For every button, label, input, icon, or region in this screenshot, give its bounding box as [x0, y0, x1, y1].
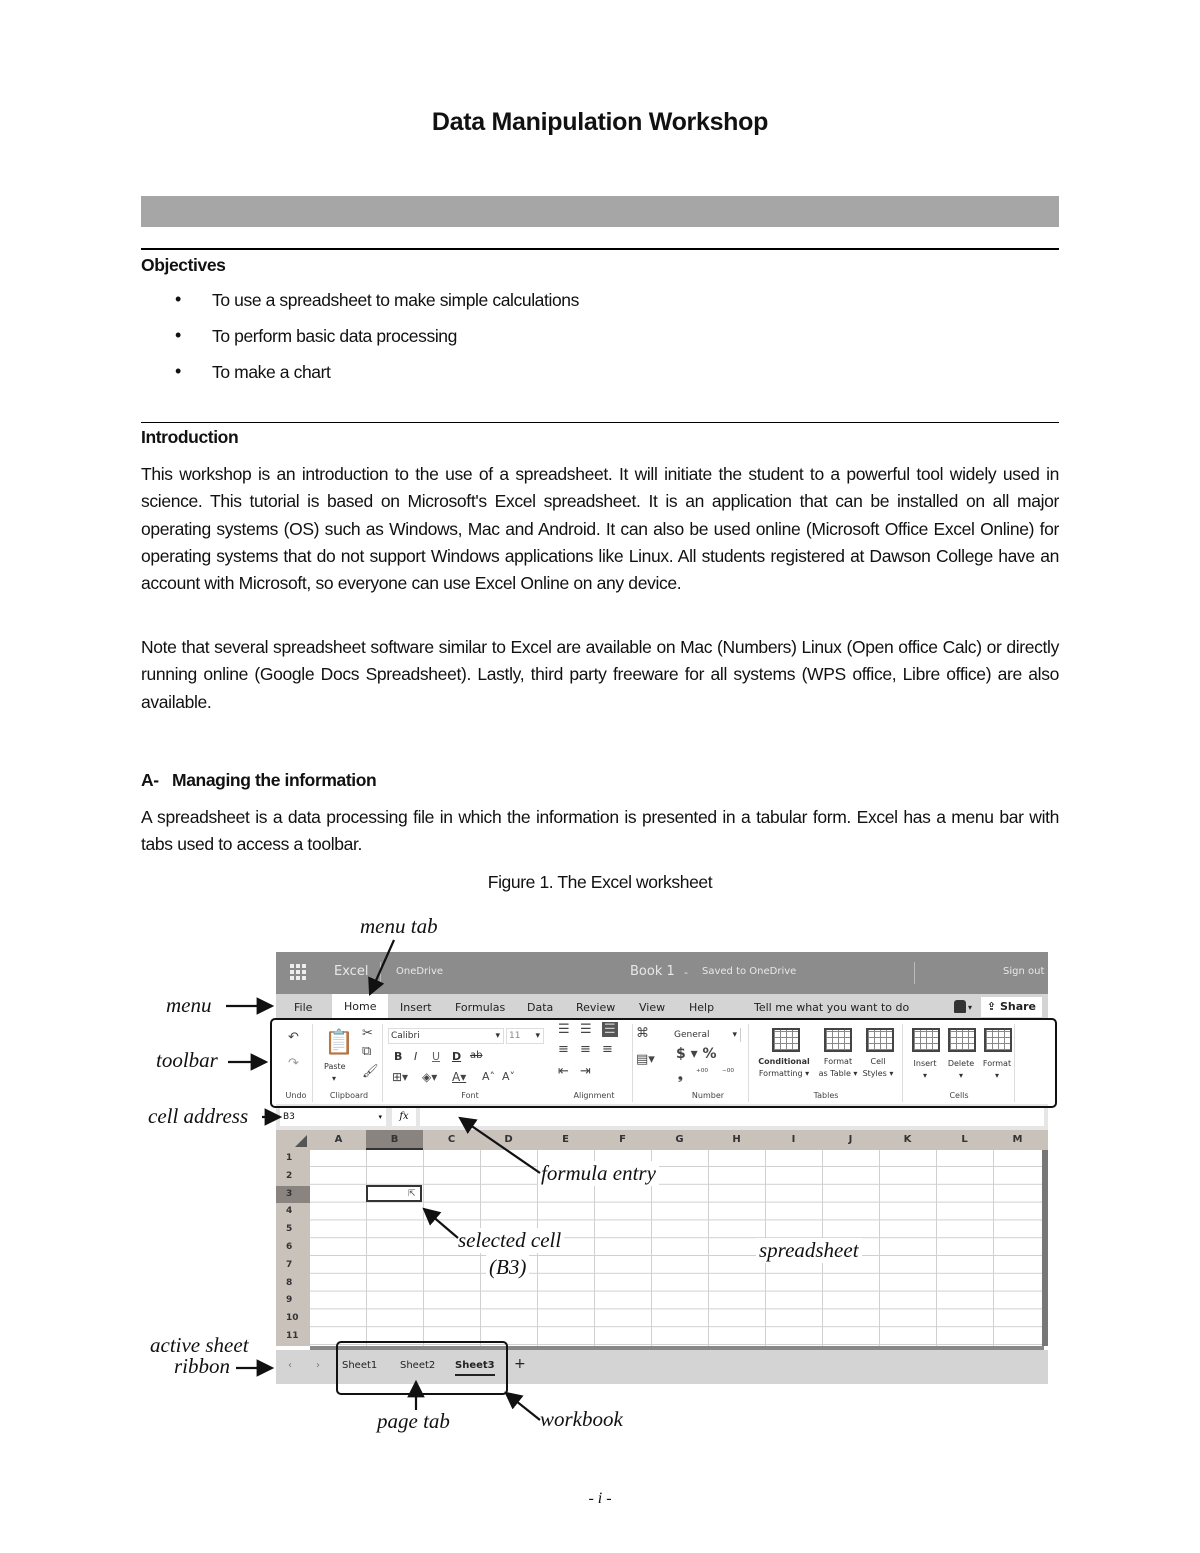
- column-header[interactable]: I: [791, 1134, 796, 1145]
- button-label: Cell: [870, 1057, 886, 1066]
- row-header[interactable]: 10: [286, 1313, 299, 1324]
- paste-icon[interactable]: 📋: [324, 1028, 354, 1056]
- comma-style-icon[interactable]: ❟: [678, 1068, 683, 1082]
- annotation-cell-address: cell address: [148, 1104, 249, 1128]
- group-label: Font: [461, 1091, 479, 1100]
- column-header[interactable]: A: [334, 1134, 343, 1145]
- row-header[interactable]: 11: [286, 1331, 299, 1341]
- next-sheet-button[interactable]: ›: [316, 1360, 320, 1371]
- previous-sheet-button[interactable]: ‹: [288, 1360, 292, 1371]
- undo-icon[interactable]: ↶: [288, 1030, 299, 1045]
- group-label: Alignment: [573, 1091, 615, 1100]
- button-label: Format: [982, 1059, 1012, 1068]
- chevron-down-icon: ▾: [535, 1031, 540, 1041]
- group-label: Tables: [813, 1091, 839, 1100]
- borders-icon[interactable]: ⊞▾: [392, 1070, 409, 1084]
- name-box[interactable]: [280, 1108, 386, 1126]
- annotation-selected-cell: selected cell: [455, 1228, 564, 1253]
- bold-button[interactable]: B: [394, 1050, 403, 1063]
- tab-review[interactable]: Review: [576, 1001, 616, 1014]
- page-number: - i -: [588, 1490, 612, 1507]
- sheet-tab-3-active[interactable]: Sheet3: [455, 1360, 495, 1376]
- chevron-down-icon: ▾: [495, 1031, 500, 1041]
- button-label: as Table ▾: [818, 1069, 858, 1078]
- annotation-page-tab: page tab: [377, 1409, 450, 1433]
- row-header[interactable]: 9: [286, 1295, 293, 1306]
- font-color-icon[interactable]: A▾: [452, 1070, 467, 1084]
- chevron-down-icon: ▾: [994, 1071, 999, 1080]
- underline-button[interactable]: U: [432, 1050, 441, 1063]
- merge-cells-icon[interactable]: ▤▾: [636, 1052, 655, 1067]
- row-header[interactable]: 2: [286, 1170, 293, 1181]
- introduction-paragraph-2: Note that several spreadsheet software similar to Excel are available on Mac (Numbers) Linux (Open office Calc) or directly running online (Google Docs Spreadsheet). Lastly, third party freeware for all systems (WPS office, Libre office) are also available.: [141, 637, 1059, 712]
- app-launcher-icon[interactable]: [290, 964, 306, 980]
- select-all-button[interactable]: [276, 1130, 310, 1150]
- row-header[interactable]: 8: [286, 1277, 293, 1288]
- button-label: Styles ▾: [862, 1069, 894, 1078]
- row-header-selected[interactable]: 3: [276, 1186, 310, 1204]
- column-header[interactable]: G: [675, 1134, 684, 1145]
- tab-home[interactable]: Home: [332, 994, 388, 1020]
- app-name: Excel: [334, 964, 369, 979]
- row-header[interactable]: 4: [286, 1206, 293, 1217]
- menu-bar: [276, 994, 1048, 1020]
- italic-button[interactable]: I: [414, 1050, 418, 1063]
- decrease-indent-icon[interactable]: ⇤: [558, 1064, 569, 1079]
- align-left-icon[interactable]: ≡: [558, 1042, 569, 1057]
- column-header[interactable]: E: [562, 1134, 569, 1145]
- chevron-down-icon: ▾: [378, 1113, 382, 1121]
- share-button[interactable]: [981, 997, 1042, 1017]
- row-header[interactable]: 1: [286, 1153, 293, 1163]
- list-item: • To use a spreadsheet to make simple calculations: [141, 290, 579, 326]
- workbook-callout-box: [336, 1341, 508, 1395]
- save-status: Saved to OneDrive: [702, 966, 797, 977]
- separator: [914, 962, 915, 984]
- annotation-menu: menu: [166, 993, 212, 1017]
- number-format-value: General: [674, 1030, 710, 1040]
- tab-file[interactable]: File: [294, 1001, 313, 1014]
- share-icon: ⇪: [986, 1000, 1000, 1013]
- document-title: Data Manipulation Workshop: [431, 108, 769, 136]
- section-a-paragraph: A spreadsheet is a data processing file in which the information is presented in a tabular form. Excel has a menu bar with tabs used to access a toolbar.: [141, 807, 1059, 855]
- chevron-down-icon[interactable]: ▾: [332, 1074, 337, 1083]
- column-header[interactable]: D: [504, 1134, 513, 1145]
- introduction-heading: Introduction: [141, 427, 239, 447]
- increase-indent-icon[interactable]: ⇥: [580, 1064, 591, 1079]
- grow-font-icon[interactable]: A˄: [482, 1070, 496, 1083]
- annotation-spreadsheet: spreadsheet: [756, 1238, 862, 1263]
- chevron-down-icon: ▾: [732, 1030, 737, 1040]
- row-headers: [276, 1150, 310, 1346]
- tab-formulas[interactable]: Formulas: [455, 1001, 506, 1014]
- tell-me-search[interactable]: Tell me what you want to do: [754, 1001, 910, 1014]
- strikethrough-button[interactable]: ab: [470, 1050, 483, 1061]
- group-label: Clipboard: [329, 1091, 369, 1100]
- column-header[interactable]: M: [1012, 1134, 1023, 1145]
- decrease-decimal-icon[interactable]: ⁻⁰⁰: [722, 1068, 734, 1078]
- vertical-scrollbar[interactable]: [1042, 1150, 1048, 1346]
- list-item: • To perform basic data processing: [141, 326, 579, 362]
- formula-input[interactable]: [420, 1108, 1044, 1126]
- excel-figure: [276, 952, 1048, 1384]
- column-headers: [276, 1130, 1048, 1150]
- font-name-value: Calibri: [391, 1031, 420, 1041]
- column-header[interactable]: L: [961, 1134, 968, 1145]
- group-label: Undo: [285, 1091, 307, 1100]
- list-item: • To make a chart: [141, 362, 579, 398]
- annotation-active-sheet: active sheet: [150, 1333, 249, 1357]
- chevron-down-icon[interactable]: ▾: [968, 1003, 973, 1012]
- divider: [141, 422, 1059, 423]
- currency-icon[interactable]: $ ▾ %: [676, 1046, 717, 1062]
- group-label: Number: [691, 1091, 725, 1100]
- sign-out-link[interactable]: Sign out: [1003, 966, 1045, 977]
- row-header[interactable]: 6: [286, 1242, 293, 1252]
- row-header[interactable]: 5: [286, 1224, 293, 1235]
- onedrive-link[interactable]: OneDrive: [396, 966, 444, 977]
- button-label: Delete: [947, 1059, 975, 1068]
- double-underline-button[interactable]: D: [452, 1050, 462, 1063]
- align-right-icon[interactable]: ≡: [602, 1042, 613, 1057]
- account-icon[interactable]: [954, 1000, 966, 1013]
- sheet-tab-1[interactable]: Sheet1: [342, 1360, 378, 1371]
- wrap-text-icon[interactable]: ⌘: [636, 1026, 649, 1041]
- chevron-down-icon: ▾: [922, 1071, 927, 1080]
- toolbar-callout-box: [270, 1018, 1057, 1108]
- objectives-heading: Objectives: [141, 255, 226, 275]
- mouse-cursor-icon: ⇱: [408, 1189, 416, 1199]
- figure-caption: Figure 1. The Excel worksheet: [487, 872, 713, 892]
- copy-icon[interactable]: ⧉: [362, 1044, 372, 1059]
- annotation-formula-entry: formula entry: [538, 1161, 659, 1186]
- column-header[interactable]: H: [732, 1134, 741, 1145]
- annotation-toolbar: toolbar: [156, 1048, 218, 1072]
- increase-decimal-icon[interactable]: ⁺⁰⁰: [696, 1068, 708, 1078]
- add-sheet-button[interactable]: +: [514, 1356, 526, 1372]
- header-band: [141, 196, 1059, 227]
- align-middle-icon[interactable]: ☰: [580, 1022, 592, 1037]
- annotation-menu-tab: menu tab: [360, 914, 438, 938]
- chevron-down-icon: ▾: [958, 1071, 963, 1080]
- share-label: Share: [999, 1000, 1036, 1013]
- cell-address-value: B3: [283, 1112, 295, 1122]
- column-header[interactable]: F: [619, 1134, 626, 1145]
- title-separator: -: [684, 966, 688, 979]
- font-size-value: 11: [509, 1031, 521, 1041]
- button-label: Conditional: [758, 1057, 810, 1066]
- spreadsheet-grid[interactable]: [310, 1150, 1044, 1346]
- annotation-workbook: workbook: [540, 1407, 623, 1431]
- column-header[interactable]: K: [903, 1134, 912, 1145]
- tab-insert[interactable]: Insert: [400, 1001, 432, 1014]
- shrink-font-icon[interactable]: A˅: [502, 1070, 516, 1083]
- row-header[interactable]: 7: [286, 1259, 293, 1270]
- introduction-paragraph-1: This workshop is an introduction to the use of a spreadsheet. It will initiate the student to a powerful tool widely used in science. This tutorial is based on Microsoft's Excel spreadsheet. It is an application that can be installed on all major operating systems (OS) such as Windows, Mac and Android. It can also be used online (Microsoft Office Excel Online) for operating systems that do not support Windows applications like Linux. All students registered at Dawson College have an account with Microsoft, so everyone can use Excel Online on any device.: [141, 464, 1059, 594]
- redo-icon[interactable]: ↷: [288, 1056, 299, 1071]
- tab-help[interactable]: Help: [689, 1001, 715, 1014]
- divider: [141, 248, 1059, 250]
- insert-function-button[interactable]: fx: [392, 1108, 416, 1126]
- align-bottom-icon[interactable]: ☰: [604, 1022, 616, 1037]
- fill-color-icon[interactable]: ◈▾: [422, 1070, 438, 1084]
- objectives-list: [141, 290, 579, 398]
- sheet-tab-2[interactable]: Sheet2: [400, 1360, 436, 1371]
- group-label: Cells: [949, 1091, 969, 1100]
- column-header-selected[interactable]: B: [366, 1130, 423, 1150]
- annotation-selected-cell-ref: (B3): [486, 1255, 529, 1280]
- tab-data[interactable]: Data: [527, 1001, 554, 1014]
- button-label: Formatting ▾: [758, 1069, 810, 1078]
- cut-icon[interactable]: ✂: [362, 1026, 373, 1041]
- button-label: Format: [823, 1057, 853, 1066]
- annotation-ribbon: ribbon: [174, 1354, 231, 1378]
- button-label: Insert: [913, 1059, 937, 1068]
- align-top-icon[interactable]: ☰: [558, 1022, 570, 1037]
- book-name[interactable]: Book 1: [630, 964, 675, 979]
- tab-view[interactable]: View: [639, 1001, 666, 1014]
- section-a-heading: A- Managing the information: [141, 770, 377, 790]
- format-painter-icon[interactable]: 🖌: [362, 1064, 379, 1079]
- paste-button[interactable]: Paste: [324, 1062, 346, 1071]
- column-header[interactable]: C: [447, 1134, 456, 1145]
- separator: [380, 962, 381, 984]
- align-center-icon[interactable]: ≡: [580, 1042, 591, 1057]
- excel-title-bar: [276, 952, 1048, 994]
- column-header[interactable]: J: [848, 1134, 853, 1145]
